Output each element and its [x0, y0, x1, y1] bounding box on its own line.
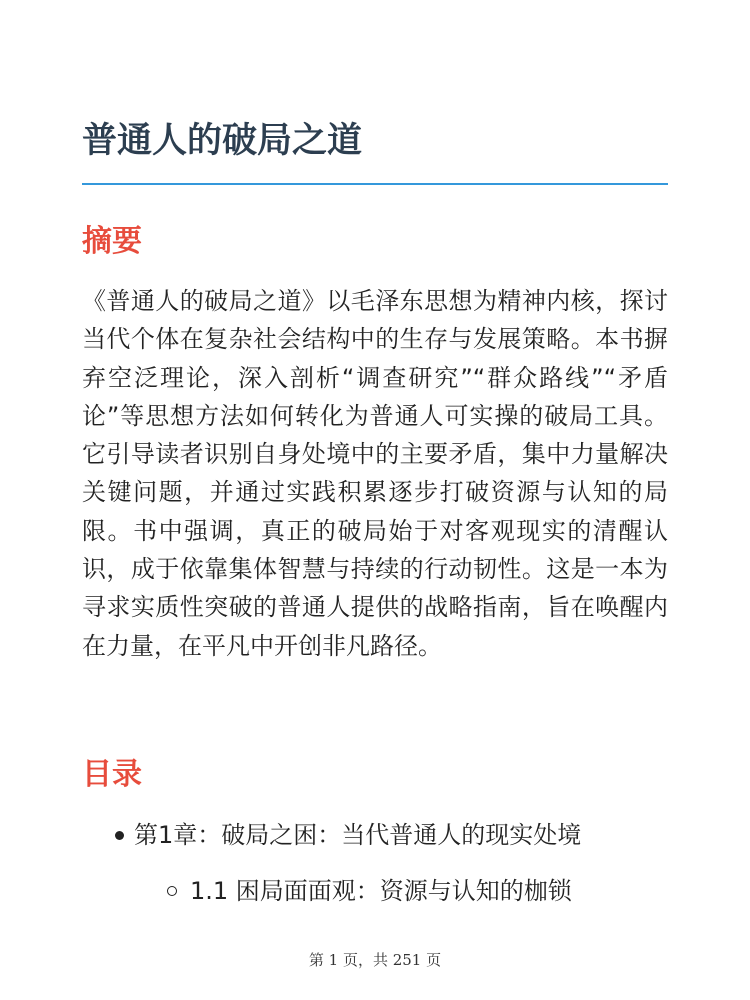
page-footer: 第 1 页，共 251 页 — [308, 951, 442, 969]
toc-item-label: 1.1 困局面面观：资源与认知的枷锁 — [190, 877, 572, 905]
document-title: 普通人的破局之道 — [82, 121, 363, 161]
title-divider — [82, 183, 668, 185]
document-page — [82, 0, 668, 1000]
abstract-paragraph: 《普通人的破局之道》以毛泽东思想为精神内核，探讨当代个体在复杂社会结构中的生存与发展策略。本书摒弃空泛理论，深入剖析“调查研究”“群众路线”“矛盾论”等思想方法如何转化为普通人可实操的破局工具。它引导读者识别自身处境中的主要矛盾，集中力量解决关键问题，并通过实践积累逐步打破资源与认知的局限。书中强调，真正的破局始于对客观现实的清醒认识，成于依靠集体智慧与持续的行动韧性。这是一本为寻求实质性突破的普通人提供的战略指南，旨在唤醒内在力量，在平凡中开创非凡路径。 — [82, 287, 668, 660]
toc-item-chapter-1 — [134, 818, 581, 852]
bullet-disc-icon — [115, 831, 124, 840]
abstract-heading: 摘要 — [82, 224, 142, 259]
toc-heading: 目录 — [82, 757, 142, 792]
bullet-circle-icon — [167, 886, 177, 896]
toc-item-section-1-1 — [190, 874, 572, 908]
toc-item-label: 第1章：破局之困：当代普通人的现实处境 — [134, 821, 582, 849]
